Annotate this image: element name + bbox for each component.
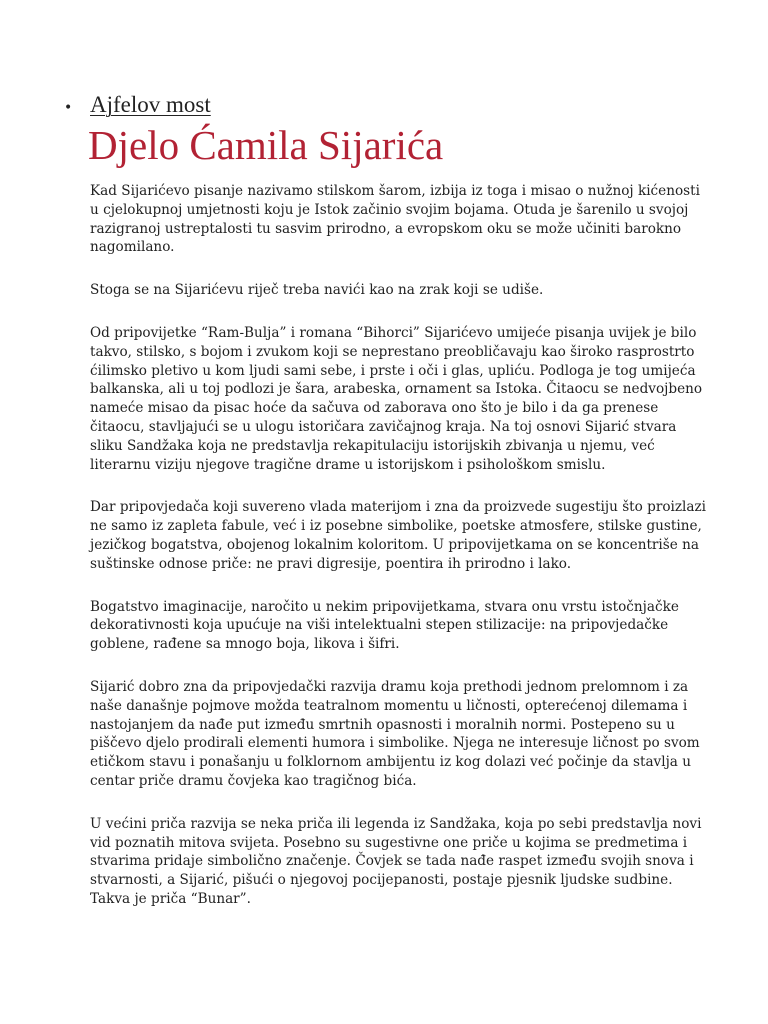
paragraph-7: U većini priča razvija se neka priča ili legenda iz Sandžaka, koja po sebi predstavlja novi vid poznatih mitova svijeta. Posebno su sugestivne one priče u kojima se predmetima i stvarima pridaje simbolično značenje. Čovjek se tada nađe raspet između svojih snova i stvarnosti, a Sijarić, pišući o njegovoj pocijepanosti, postaje pjesnik ljudske sudbine. Takva je priča “Bunar”. bbox=[90, 815, 702, 907]
paragraph-2: Stoga se na Sijarićevu riječ treba navići kao na zrak koji se udiše. bbox=[90, 282, 544, 299]
paragraph-5: Bogatstvo imaginacije, naročito u nekim pripovijetkama, stvara onu vrstu istočnjačke dekorativnosti koja upućuje na viši intelektualni stepen stilizacije: na pripovjedačke goblene, rađene sa mnogo boja, likova i šifri. bbox=[90, 598, 679, 653]
article-title: Djelo Ćamila Sijarića bbox=[88, 122, 444, 168]
bullet-icon: • bbox=[64, 100, 73, 116]
related-link-ajfelov-most[interactable]: Ajfelov most bbox=[90, 92, 211, 117]
article-body bbox=[90, 182, 710, 933]
related-links-list bbox=[64, 92, 211, 118]
paragraph-3: Od pripovijetke “Ram-Bulja” i romana “Bihorci” Sijarićevo umijeće pisanja uvijek je bilo takvo, stilsko, s bojom i zvukom koji se neprestano preobličavaju kao široko rasprostrto ćilimsko pletivo u kom ljudi sami sebe, i prste i oči i glas, upliću. Podloga je tog umijeća balkanska, ali u toj podlozi je šara, arabeska, ornament sa Istoka. Čitaocu se nedvojbeno nameće misao da pisac hoće da sačuva od zaborava ono što je bilo i da ga prenese čitaocu, stavljajući se u ulogu istoričara zavičajnog kraja. Na toj osnovi Sijarić stvara sliku Sandžaka koja ne predstavlja rekapitulaciju istorijskih zbivanja u njemu, već literarnu viziju njegove tragične drame u istorijskom i psihološkom smislu. bbox=[90, 324, 703, 473]
paragraph-6: Sijarić dobro zna da pripovjedački razvija dramu koja prethodi jednom prelomnom i za naše današnje pojmove možda teatralnom momentu u ličnosti, opterećenoj dilemama i nastojanjem da nađe put između smrtnih opasnosti i moralnih normi. Postepeno su u piščevo djelo prodirali elementi humora i simbolike. Njega ne interesuje ličnost po svom etičkom stavu i ponašanju u folklornom ambijentu iz kog dolazi već počinje da stavlja u centar priče dramu čovjeka kao tragičnog bića. bbox=[90, 678, 700, 789]
paragraph-1: Kad Sijarićevo pisanje nazivamo stilskom šarom, izbija iz toga i misao o nužnoj kićenosti u cjelokupnoj umjetnosti koju je Istok začinio svojim bojama. Otuda je šarenilo u svojoj razigranoj ustreptalosti tu sasvim prirodno, a evropskom oku se može učiniti barokno nagomilano. bbox=[90, 183, 700, 256]
related-link-item bbox=[64, 92, 211, 118]
paragraph-4: Dar pripovjedača koji suvereno vlada materijom i zna da proizvede sugestiju što proizlazi ne samo iz zapleta fabule, već i iz posebne simbolike, poetske atmosfere, stilske gustine, jezičkog bogatstva, obojenog lokalnim koloritom. U pripovijetkama on se koncentriše na suštinske odnose priče: ne pravi digresije, poentira ih prirodno i lako. bbox=[90, 499, 706, 572]
